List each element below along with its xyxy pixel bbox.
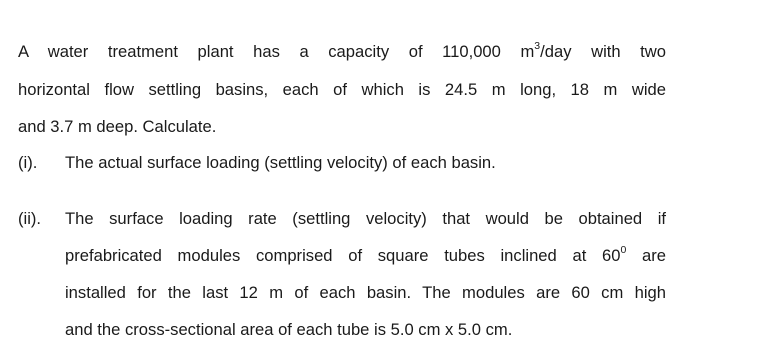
intro-line-2: horizontal flow settling basins, each of which is 24.5 m long, 18 m wide (18, 80, 666, 99)
item-ii-line-2 (65, 246, 666, 266)
item-ii-line-2-text-cont: are (626, 246, 666, 265)
intro-text: A water treatment plant has a capacity of 110,000 m (18, 42, 535, 61)
intro-line-1 (18, 42, 666, 62)
item-number-i: (i). (18, 153, 38, 172)
item-ii-line-4: and the cross-sectional area of each tube is 5.0 cm x 5.0 cm. (65, 320, 513, 339)
superscript-degree: 0 (620, 244, 627, 257)
item-i-line-1: The actual surface loading (settling velocity) of each basin. (65, 153, 496, 172)
item-ii-line-2-text: prefabricated modules comprised of square tubes inclined at 60 (65, 246, 621, 265)
item-number-ii: (ii). (18, 209, 42, 228)
item-ii-line-3: installed for the last 12 m of each basin. The modules are 60 cm high (65, 283, 666, 302)
item-ii-line-1: The surface loading rate (settling velocity) that would be obtained if (65, 209, 666, 228)
intro-text-cont: /day with two (540, 42, 666, 61)
superscript-cubed: 3 (534, 40, 541, 53)
intro-line-3: and 3.7 m deep. Calculate. (18, 117, 217, 136)
